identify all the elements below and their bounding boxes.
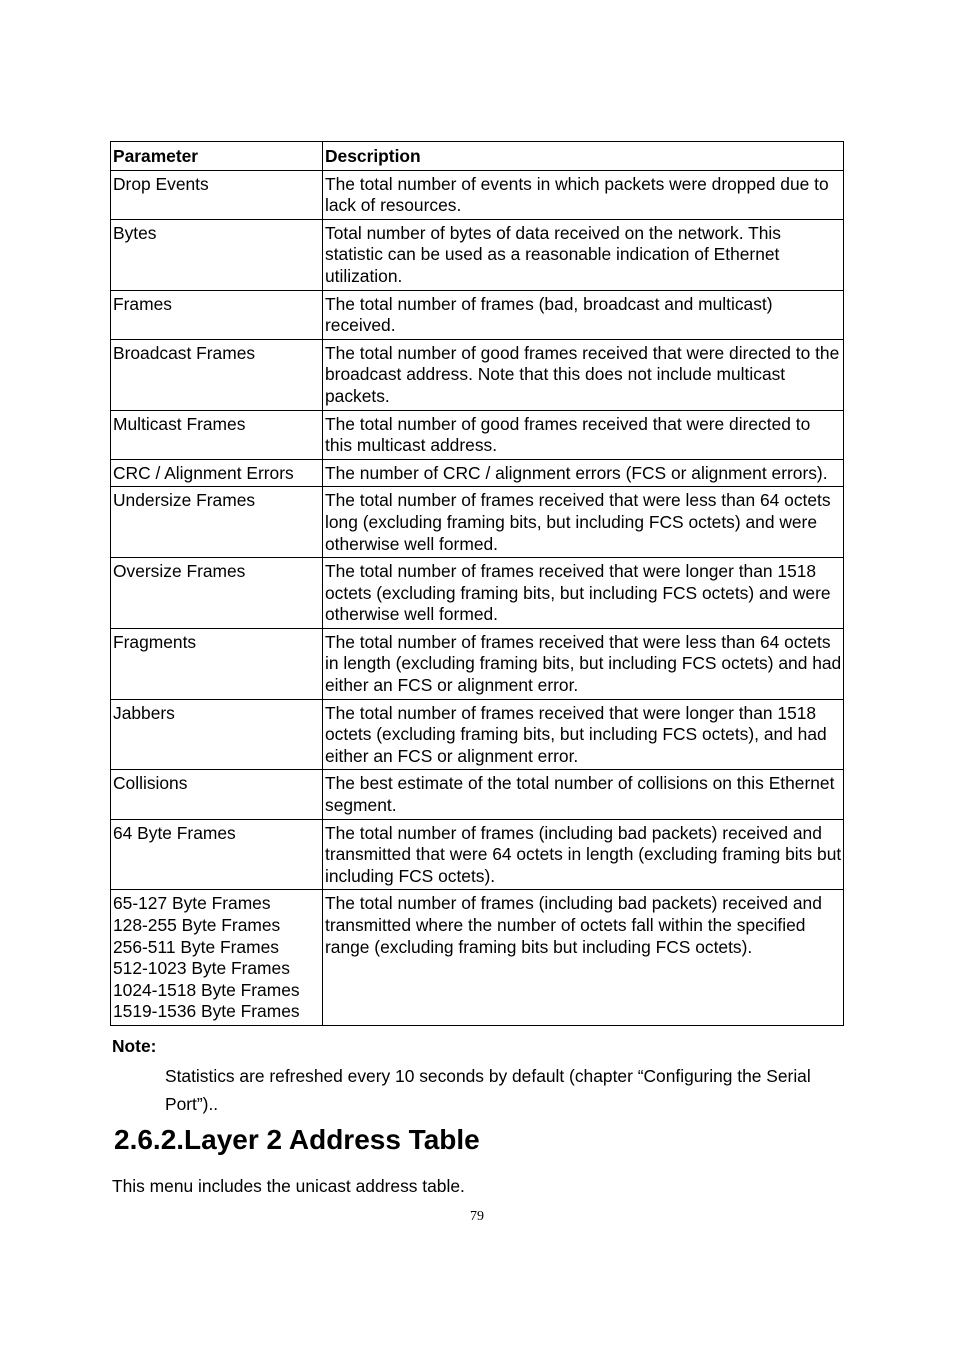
parameter-cell: 65-127 Byte Frames 128-255 Byte Frames 256-511 Byte Frames 512-1023 Byte Frames 1024-1518 Byte Frames 1519-1536 Byte Frames xyxy=(111,890,323,1026)
parameter-cell: Collisions xyxy=(111,770,323,819)
parameter-cell: Multicast Frames xyxy=(111,410,323,459)
table-row xyxy=(111,459,844,487)
description-cell: The total number of frames received that were less than 64 octets long (excluding framing bits, but including FCS octets) and were otherwise well formed. xyxy=(323,487,844,558)
table-row xyxy=(111,819,844,890)
table-row xyxy=(111,219,844,290)
parameter-cell: Bytes xyxy=(111,219,323,290)
table-row xyxy=(111,890,844,1026)
table-row xyxy=(111,290,844,339)
description-cell: The number of CRC / alignment errors (FCS or alignment errors). xyxy=(323,459,844,487)
header-description: Description xyxy=(323,142,844,171)
parameter-cell: 64 Byte Frames xyxy=(111,819,323,890)
parameter-cell: Drop Events xyxy=(111,170,323,219)
description-cell: The best estimate of the total number of collisions on this Ethernet segment. xyxy=(323,770,844,819)
description-cell: The total number of frames received that were less than 64 octets in length (excluding framing bits, but including FCS octets) and had either an FCS or alignment error. xyxy=(323,628,844,699)
description-cell: The total number of frames (including bad packets) received and transmitted where the number of octets fall within the specified range (excluding framing bits but including FCS octets). xyxy=(323,890,844,1026)
section-body: This menu includes the unicast address table. xyxy=(112,1176,465,1196)
table-row xyxy=(111,770,844,819)
header-parameter: Parameter xyxy=(111,142,323,171)
description-cell: The total number of events in which packets were dropped due to lack of resources. xyxy=(323,170,844,219)
table-row xyxy=(111,170,844,219)
description-cell: The total number of frames received that were longer than 1518 octets (excluding framing bits, but including FCS octets), and had either an FCS or alignment error. xyxy=(323,699,844,770)
note-label: Note: xyxy=(112,1036,157,1056)
parameter-table xyxy=(110,141,844,1026)
table-row xyxy=(111,339,844,410)
parameter-cell: Undersize Frames xyxy=(111,487,323,558)
parameter-cell: Jabbers xyxy=(111,699,323,770)
description-cell: The total number of frames received that were longer than 1518 octets (excluding framing bits, but including FCS octets) and were otherwise well formed. xyxy=(323,558,844,629)
table-row xyxy=(111,628,844,699)
parameter-cell: CRC / Alignment Errors xyxy=(111,459,323,487)
note-text: Statistics are refreshed every 10 seconds by default (chapter “Configuring the Serial Port”).. xyxy=(165,1066,811,1114)
table-header-row xyxy=(111,142,844,171)
description-cell: The total number of frames (bad, broadcast and multicast) received. xyxy=(323,290,844,339)
description-cell: The total number of good frames received that were directed to the broadcast address. Note that this does not include multicast packets. xyxy=(323,339,844,410)
table-row xyxy=(111,487,844,558)
table-row xyxy=(111,558,844,629)
parameter-cell: Oversize Frames xyxy=(111,558,323,629)
parameter-cell: Broadcast Frames xyxy=(111,339,323,410)
page-number: 79 xyxy=(470,1209,484,1224)
description-cell: The total number of frames (including bad packets) received and transmitted that were 64 octets in length (excluding framing bits but including FCS octets). xyxy=(323,819,844,890)
parameter-cell: Frames xyxy=(111,290,323,339)
description-cell: Total number of bytes of data received on the network. This statistic can be used as a reasonable indication of Ethernet utilization. xyxy=(323,219,844,290)
table-row xyxy=(111,699,844,770)
section-heading: 2.6.2.Layer 2 Address Table xyxy=(114,1124,480,1155)
table-row xyxy=(111,410,844,459)
parameter-cell: Fragments xyxy=(111,628,323,699)
description-cell: The total number of good frames received that were directed to this multicast address. xyxy=(323,410,844,459)
